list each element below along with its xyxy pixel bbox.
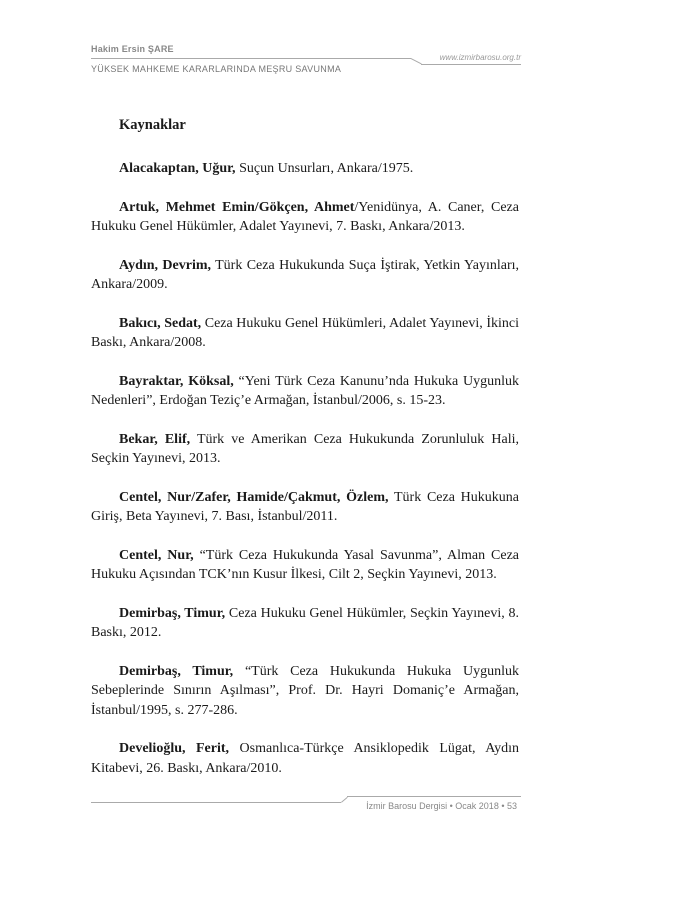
footer-rule-diagonal [341,797,348,803]
footer-journal-info: İzmir Barosu Dergisi • Ocak 2018 • 53 [366,801,517,811]
bibliography-entry [91,372,519,411]
bibliography-entry [91,546,519,585]
bibliography-entry [91,159,519,179]
entry-author: Demirbaş, Timur, [119,605,226,621]
bibliography-entry [91,430,519,469]
entry-author: Alacakaptan, Uğur, [119,161,236,176]
entry-text: Suçun Unsurları, Ankara/1975. [235,161,414,176]
header-url[interactable]: www.izmirbarosu.org.tr [439,53,521,62]
entry-text: Türk Ceza Hukukunda Suça İştirak, Yetkin Yayınları, Ankara/2009. [91,257,519,292]
header-author: Hakim Ersin ŞARE [91,44,174,54]
entry-author: Centel, Nur, [119,547,194,563]
section-title: Kaynaklar [119,117,186,133]
entry-text: “Türk Ceza Hukukunda Yasal Savunma”, Alman Ceza Hukuku Açısından TCK’nın Kusur İlkesi, Cilt 2, Seçkin Yayınevi, 2013. [91,547,519,582]
bibliography-entry [91,256,519,295]
bibliography-entry [91,314,519,353]
header-rule-right [421,64,521,65]
entry-author: Centel, Nur/Zafer, Hamide/Çakmut, Özlem, [119,489,389,505]
footer-rule [91,802,341,803]
entry-text: Ceza Hukuku Genel Hükümler, Seçkin Yayınevi, 8. Baskı, 2012. [91,605,519,640]
bibliography-entry [91,739,519,778]
entry-author: Bekar, Elif, [119,431,191,447]
entry-text: Türk ve Amerikan Ceza Hukukunda Zorunluluk Hali, Seçkin Yayınevi, 2013. [91,431,519,466]
entry-text: /Yenidünya, A. Caner, Ceza Hukuku Genel Hükümler, Adalet Yayınevi, 7. Baskı, Ankara/2013. [91,199,519,234]
entry-text: “Yeni Türk Ceza Kanunu’nda Hukuka Uygunluk Nedenleri”, Erdoğan Teziç’e Armağan, İstanbul/2006, s. 15-23. [91,373,519,408]
bibliography-entry [91,662,519,721]
header-title: YÜKSEK MAHKEME KARARLARINDA MEŞRU SAVUNMA [91,64,342,74]
entry-author: Bakıcı, Sedat, [119,315,202,331]
entry-text: Ceza Hukuku Genel Hükümleri, Adalet Yayınevi, İkinci Baskı, Ankara/2008. [91,315,519,350]
entry-text: Türk Ceza Hukukuna Giriş, Beta Yayınevi, 7. Bası, İstanbul/2011. [91,489,519,524]
entry-author: Aydın, Devrim, [119,257,211,273]
bibliography [91,115,519,797]
page-header [91,44,521,84]
bibliography-entry [91,198,519,237]
entry-author: Demirbaş, Timur, [119,663,234,679]
entry-author: Bayraktar, Köksal, [119,373,234,389]
page-footer [91,795,521,815]
bibliography-entry [91,604,519,643]
footer-rule-right [347,796,521,797]
entry-author: Artuk, Mehmet Emin/Gökçen, Ahmet [119,199,355,215]
header-rule [91,58,411,59]
entry-text: “Türk Ceza Hukukunda Hukuka Uygunluk Sebeplerinde Sınırın Aşılması”, Prof. Dr. Hayri Domaniç’e Armağan, İstanbul/1995, s. 277-286. [91,663,519,718]
entry-author: Develioğlu, Ferit, [119,741,230,756]
bibliography-entry [91,488,519,527]
entry-text: Osmanlıca-Türkçe Ansiklopedik Lügat, Aydın Kitabevi, 26. Baskı, Ankara/2010. [91,741,519,776]
